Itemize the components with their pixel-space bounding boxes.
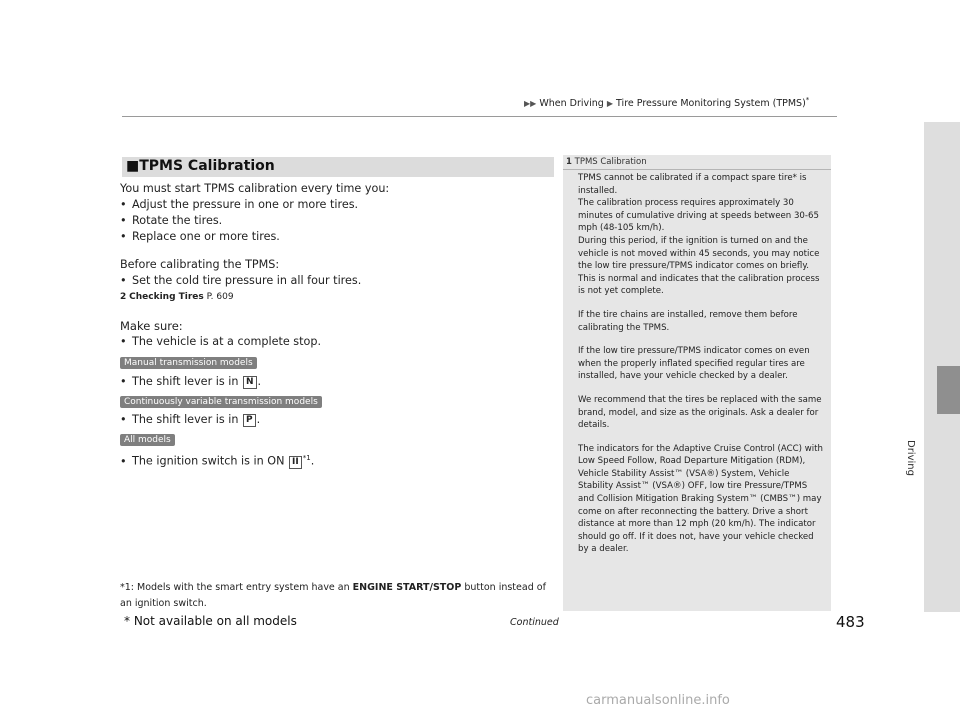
sidebar-paragraph: If the tire chains are installed, remove them before calibrating the TPMS. (578, 309, 798, 333)
chapter-tab-marker (937, 366, 960, 414)
key-ii-icon: II (289, 456, 302, 469)
key-p-icon: P (243, 414, 256, 427)
list-item: • Set the cold tire pressure in all four tires. (120, 274, 362, 287)
continued-label: Continued (510, 617, 559, 628)
badge-cvt: Continuously variable transmission models (120, 396, 322, 408)
intro-text: You must start TPMS calibration every time you: (120, 182, 390, 195)
availability-note: * Not available on all models (124, 614, 297, 628)
xref-page: P. 609 (206, 292, 234, 302)
badge-all-models: All models (120, 434, 175, 446)
page-number: 483 (836, 613, 865, 631)
breadcrumb-arrow-icon: ▶ (606, 99, 614, 109)
breadcrumb-asterisk: * (805, 96, 810, 104)
sidebar-paragraph: During this period, if the ignition is turned on and the vehicle is not moved within 45 seconds, you may notice the low tire pressure/TPMS indicator comes on briefly. This is normal and indicates that the calibration process is not yet complete. (578, 235, 820, 297)
before-text: Before calibrating the TPMS: (120, 258, 280, 271)
list-item: • The shift lever is in N . (120, 375, 262, 388)
section-heading (122, 157, 554, 177)
sidebar-paragraph: If the low tire pressure/TPMS indicator comes on even when the properly inflated specified regular tires are installed, have your vehicle checked by a dealer. (578, 346, 810, 382)
sidebar-note (563, 155, 831, 611)
sidebar-title: 1 TPMS Calibration (566, 157, 647, 167)
breadcrumb-arrow-icon: ▶▶ (524, 99, 537, 109)
watermark: carmanualsonline.info (586, 693, 730, 708)
sidebar-title-rule (563, 169, 831, 170)
breadcrumb-part1: When Driving (539, 98, 604, 110)
note-icon: 1 (566, 157, 572, 167)
list-item: • The vehicle is at a complete stop. (120, 335, 321, 348)
key-n-icon: N (243, 376, 257, 389)
breadcrumb-part2: Tire Pressure Monitoring System (TPMS) (616, 98, 806, 110)
breadcrumb (524, 96, 809, 109)
footnote: *1: Models with the smart entry system have an ENGINE START/STOP button instead of an ignition switch. (120, 582, 546, 609)
xref-label: Checking Tires (129, 292, 204, 302)
section-marker-icon: ■ (126, 158, 140, 174)
cross-reference-link[interactable] (120, 289, 560, 305)
make-sure-text: Make sure: (120, 319, 183, 333)
list-item: • Rotate the tires. (120, 214, 223, 227)
chapter-tab (905, 122, 960, 612)
chapter-tab-label: Driving (905, 440, 916, 476)
sidebar-paragraph: We recommend that the tires be replaced with the same brand, model, and size as the originals. Ask a dealer for details. (578, 394, 822, 431)
list-item: • The shift lever is in P . (120, 413, 261, 426)
header-rule (122, 116, 837, 117)
sidebar-paragraph: The calibration process requires approximately 30 minutes of cumulative driving at speeds between 30-65 mph (48-105 km/h). (578, 198, 819, 234)
main-content (120, 181, 560, 470)
sidebar-paragraph: TPMS cannot be calibrated if a compact spare tire* is installed. (578, 173, 807, 196)
list-item: • The ignition switch is in ON II $^{*1}$. (120, 454, 315, 468)
xref-arrow-icon: 2 (120, 292, 127, 302)
badge-manual-transmission: Manual transmission models (120, 357, 257, 369)
sidebar-paragraph: The indicators for the Adaptive Cruise Control (ACC) with Low Speed Follow, Road Departure Mitigation (RDM), Vehicle Stability Assist™ (VSA®) System, Vehicle Stability Assist™ (VSA®) OFF, low tire Pressure/TPMS and Collision Mitigation Braking System™ (CMBS™) may come on after reconnecting the battery. Drive a short distance at more than 12 mph (20 km/h). The indicator should go off. If it does not, have your vehicle checked by a dealer. (578, 443, 823, 555)
section-title: TPMS Calibration (139, 158, 275, 174)
list-item: • Replace one or more tires. (120, 230, 280, 243)
list-item: • Adjust the pressure in one or more tires. (120, 198, 359, 211)
